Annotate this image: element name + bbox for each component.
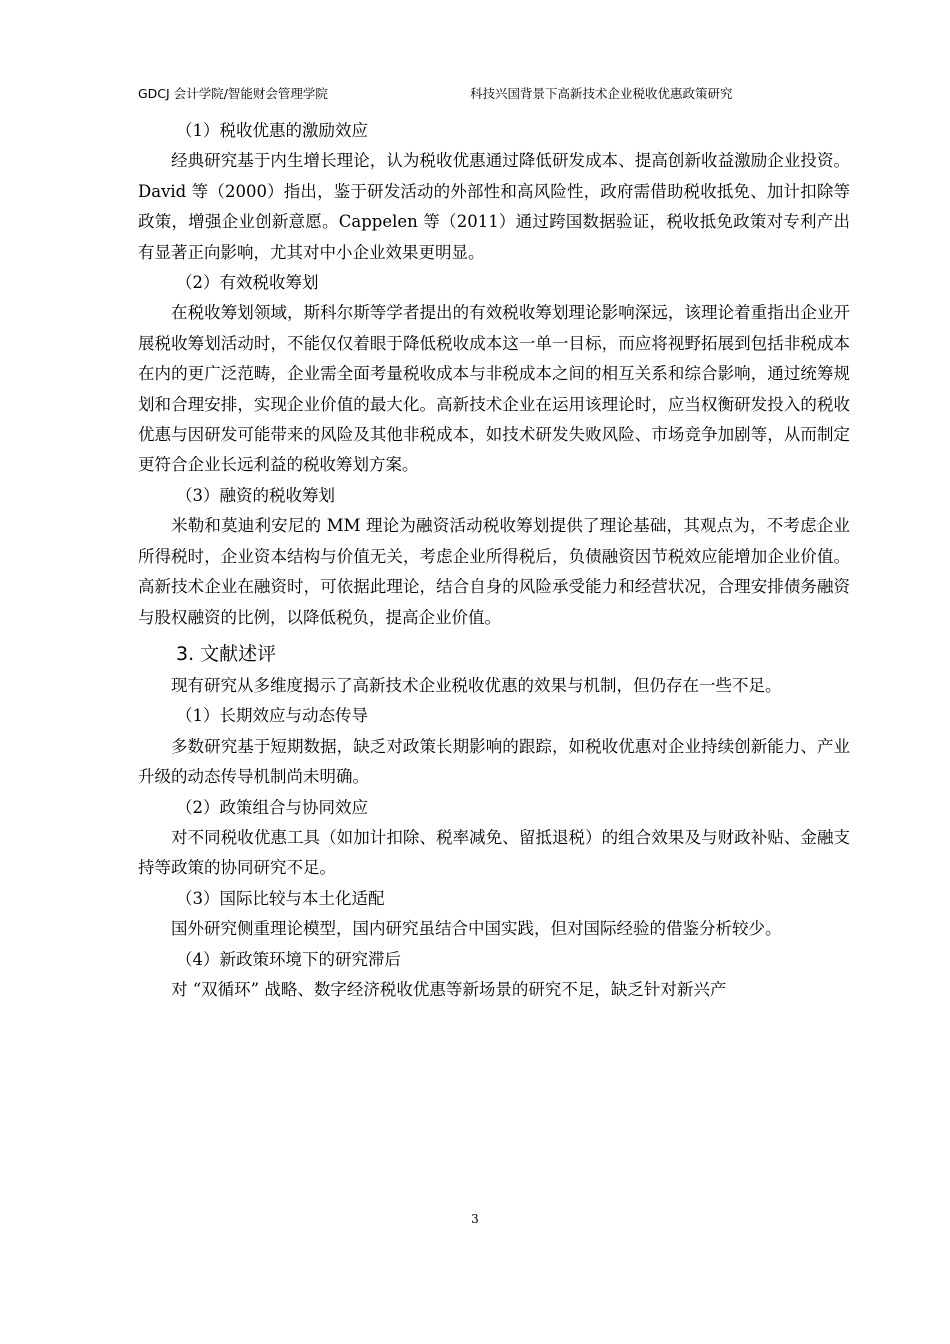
paragraph-review-intro: 现有研究从多维度揭示了高新技术企业税收优惠的效果与机制，但仍存在一些不足。 [171,675,782,695]
paragraph-incentive-effect: 经典研究基于内生增长理论，认为税收优惠通过降低研发成本、提高创新收益激励企业投资。David 等（2000）指出，鉴于研发活动的外部性和高风险性，政府需借助税收抵免、加计扣除等政策，增强企业创新意愿。Cappelen 等（2011）通过跨国数据验证，税收抵免政策对专利产出有显著正向影响，尤其对中小企业效果更明显。 [138,151,850,262]
main-content [138,116,850,1005]
paragraph-long-term-effect: 多数研究基于短期数据，缺乏对政策长期影响的跟踪，如税收优惠对企业持续创新能力、产业升级的动态传导机制尚未明确。 [138,736,850,787]
paragraph-policy-combination: 对不同税收优惠工具（如加计扣除、税率减免、留抵退税）的组合效果及与财政补贴、金融支持等政策的协同研究不足。 [138,827,850,878]
section-heading-literature-review: 3. 文献述评 [176,642,277,665]
header-institution: GDCJ 会计学院/智能财会管理学院 [138,86,328,101]
subsection-title-financing-tax-planning: （3）融资的税收筹划 [176,485,335,505]
page-number: 3 [471,1212,479,1226]
paragraph-financing-tax-planning: 米勒和莫迪利安尼的 MM 理论为融资活动税收筹划提供了理论基础，其观点为，不考虑企业所得税时，企业资本结构与价值无关，考虑企业所得税后，负债融资因节税效应能增加企业价值。高新技术企业在融资时，可依据此理论，结合自身的风险承受能力和经营状况，合理安排债务融资与股权融资的比例，以降低税负，提高企业价值。 [138,516,850,627]
paragraph-new-policy-environment: 对 “双循环” 战略、数字经济税收优惠等新场景的研究不足，缺乏针对新兴产 [171,979,727,999]
subsection-title-new-policy-environment: （4）新政策环境下的研究滞后 [176,949,401,969]
subsection-title-long-term-effect: （1）长期效应与动态传导 [176,706,368,726]
paragraph-effective-tax-planning: 在税收筹划领域，斯科尔斯等学者提出的有效税收筹划理论影响深远，该理论着重指出企业开展税收筹划活动时，不能仅仅着眼于降低税收成本这一单一目标，而应将视野拓展到包括非税成本在内的更广泛范畴，企业需全面考量税收成本与非税成本之间的相互关系和综合影响，通过统筹规划和合理安排，实现企业价值的最大化。高新技术企业在运用该理论时，应当权衡研发投入的税收优惠与因研发可能带来的风险及其他非税成本，如技术研发失败风险、市场竞争加剧等，从而制定更符合企业长远利益的税收筹划方案。 [138,303,850,475]
subsection-title-policy-combination: （2）政策组合与协同效应 [176,797,368,817]
subsection-title-effective-tax-planning: （2）有效税收筹划 [176,273,319,293]
subsection-title-incentive-effect: （1）税收优惠的激励效应 [176,121,368,140]
paragraph-international-comparison: 国外研究侧重理论模型，国内研究虽结合中国实践，但对国际经验的借鉴分析较少。 [171,919,782,939]
subsection-title-international-comparison: （3）国际比较与本土化适配 [176,888,385,908]
running-header [138,84,850,108]
header-paper-title: 科技兴国背景下高新技术企业税收优惠政策研究 [470,86,733,101]
